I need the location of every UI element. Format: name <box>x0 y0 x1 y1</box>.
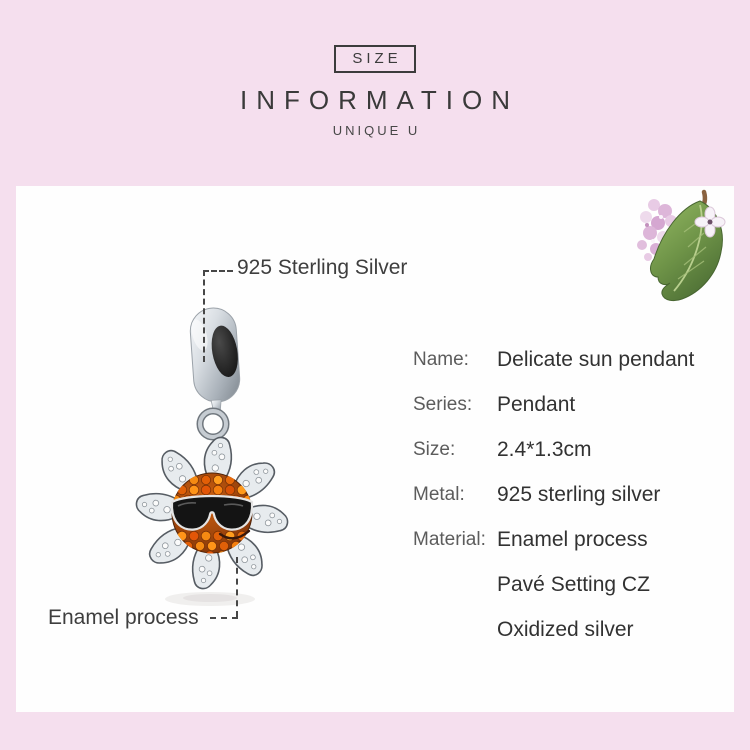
callout-line-enamel-horizontal <box>210 617 238 619</box>
detail-label: Name: <box>413 348 469 370</box>
detail-row-name <box>413 337 694 382</box>
connector-ring <box>200 411 226 437</box>
page-subtitle: UNIQUE U <box>332 123 421 138</box>
detail-value: Enamel process <box>497 527 648 551</box>
detail-row-material-3 <box>413 607 694 652</box>
detail-value: Delicate sun pendant <box>497 347 695 371</box>
detail-value: Oxidized silver <box>497 617 634 641</box>
detail-label: Size: <box>413 438 456 460</box>
callout-line-silver-vertical <box>203 270 205 362</box>
detail-value: Pavé Setting CZ <box>497 572 650 596</box>
page-title: INFORMATION <box>239 85 520 115</box>
detail-row-material-2 <box>413 562 694 607</box>
detail-row-series <box>413 382 694 427</box>
product-card <box>16 186 734 712</box>
pendant-image <box>130 300 300 630</box>
header <box>0 0 750 138</box>
detail-label: Material: <box>413 528 486 550</box>
leaf-flower-decoration-icon <box>620 189 732 311</box>
detail-value: 925 sterling silver <box>497 482 661 506</box>
detail-row-material <box>413 517 694 562</box>
detail-row-size <box>413 427 694 472</box>
callout-line-silver-horizontal <box>203 270 233 272</box>
detail-label: Series: <box>413 393 473 415</box>
callout-line-enamel-vertical <box>236 557 238 617</box>
detail-value: Pendant <box>497 392 576 416</box>
bail <box>188 306 245 415</box>
size-badge: SIZE <box>334 45 415 73</box>
detail-label: Metal: <box>413 483 465 505</box>
detail-row-metal <box>413 472 694 517</box>
annotation-sterling-silver: 925 Sterling Silver <box>237 256 408 279</box>
annotation-enamel-process: Enamel process <box>48 606 199 629</box>
detail-value: 2.4*1.3cm <box>497 437 592 461</box>
product-details <box>413 337 694 652</box>
